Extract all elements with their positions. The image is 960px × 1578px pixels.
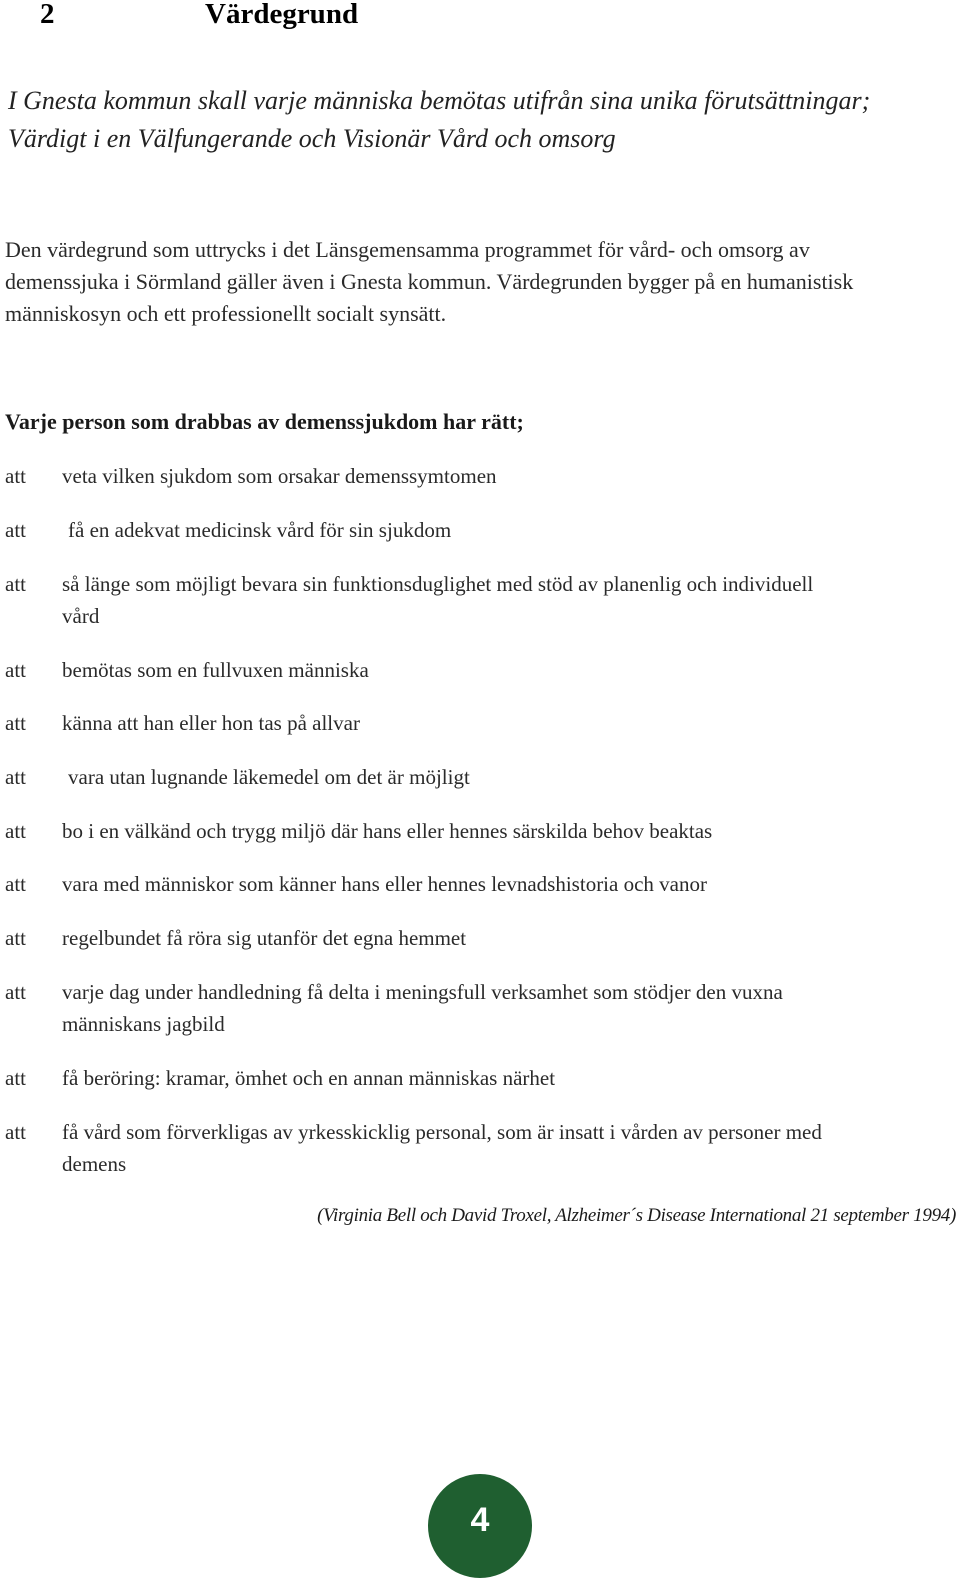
section-title: Värdegrund (205, 0, 359, 30)
section-heading (40, 0, 358, 34)
motto (8, 82, 948, 158)
rights-item-line: vara med människor som känner hans eller hennes levnadshistoria och vanor (62, 872, 707, 896)
rights-item-text (62, 568, 942, 632)
rights-item-text (68, 761, 948, 793)
rights-item-prefix: att (5, 926, 26, 950)
section-number: 2 (40, 0, 55, 30)
rights-item-prefix: att (5, 1066, 26, 1090)
rights-item-prefix: att (5, 1120, 26, 1144)
rights-item-text (62, 707, 942, 739)
rights-item-prefix: att (5, 980, 26, 1004)
rights-item-prefix: att (5, 518, 26, 542)
rights-item-prefix: att (5, 765, 26, 789)
intro-line: Den värdegrund som uttrycks i det Länsgemensamma programmet för vård- och omsorg av (5, 237, 810, 262)
rights-item-line: bemötas som en fullvuxen människa (62, 658, 369, 682)
rights-item-text (62, 460, 942, 492)
citation: (Virginia Bell och David Troxel, Alzheimer´s Disease International 21 september 1994) (317, 1205, 956, 1226)
rights-item-text (62, 1062, 942, 1094)
rights-item-prefix: att (5, 711, 26, 735)
rights-item-prefix: att (5, 658, 26, 682)
rights-item-prefix: att (5, 872, 26, 896)
rights-item-line: vara utan lugnande läkemedel om det är möjligt (68, 765, 470, 789)
rights-item-text (62, 922, 942, 954)
rights-item-prefix: att (5, 464, 26, 488)
rights-item-line: få beröring: kramar, ömhet och en annan människas närhet (62, 1066, 556, 1090)
rights-item-line: veta vilken sjukdom som orsakar demenssymtomen (62, 464, 497, 488)
intro-line: människosyn och ett professionellt socialt synsätt. (5, 301, 447, 326)
rights-item-prefix: att (5, 572, 26, 596)
rights-item-line: känna att han eller hon tas på allvar (62, 711, 360, 735)
rights-item-line: få en adekvat medicinsk vård för sin sjukdom (68, 518, 452, 542)
rights-item-line: få vård som förverkligas av yrkesskicklig personal, som är insatt i vården av personer med (62, 1120, 822, 1144)
rights-item-text (62, 868, 942, 900)
page-number-badge (428, 1474, 532, 1578)
motto-line: I Gnesta kommun skall varje människa bemötas utifrån sina unika förutsättningar; (8, 86, 871, 115)
page-number: 4 (470, 1500, 490, 1539)
rights-heading: Varje person som drabbas av demenssjukdom har rätt; (5, 409, 524, 434)
rights-item-text (62, 976, 942, 1040)
rights-item-text (62, 815, 942, 847)
rights-item-line: regelbundet få röra sig utanför det egna hemmet (62, 926, 467, 950)
intro-paragraph (5, 234, 955, 330)
rights-item-line: människans jagbild (62, 1012, 225, 1036)
motto-line: Värdigt i en Välfungerande och Visionär Vård och omsorg (8, 124, 616, 153)
rights-item-line: demens (62, 1152, 127, 1176)
intro-line: demenssjuka i Sörmland gäller även i Gnesta kommun. Värdegrunden bygger på en humanistisk (5, 269, 854, 294)
rights-item-prefix: att (5, 819, 26, 843)
rights-item-line: så länge som möjligt bevara sin funktionsduglighet med stöd av planenlig och individuell (62, 572, 814, 596)
rights-item-line: varje dag under handledning få delta i meningsfull verksamhet som stödjer den vuxna (62, 980, 783, 1004)
rights-item-line: bo i en välkänd och trygg miljö där hans eller hennes särskilda behov beaktas (62, 819, 713, 843)
rights-item-text (68, 514, 948, 546)
rights-item-text (62, 654, 942, 686)
rights-item-text (62, 1116, 942, 1180)
rights-item-line: vård (62, 604, 100, 628)
